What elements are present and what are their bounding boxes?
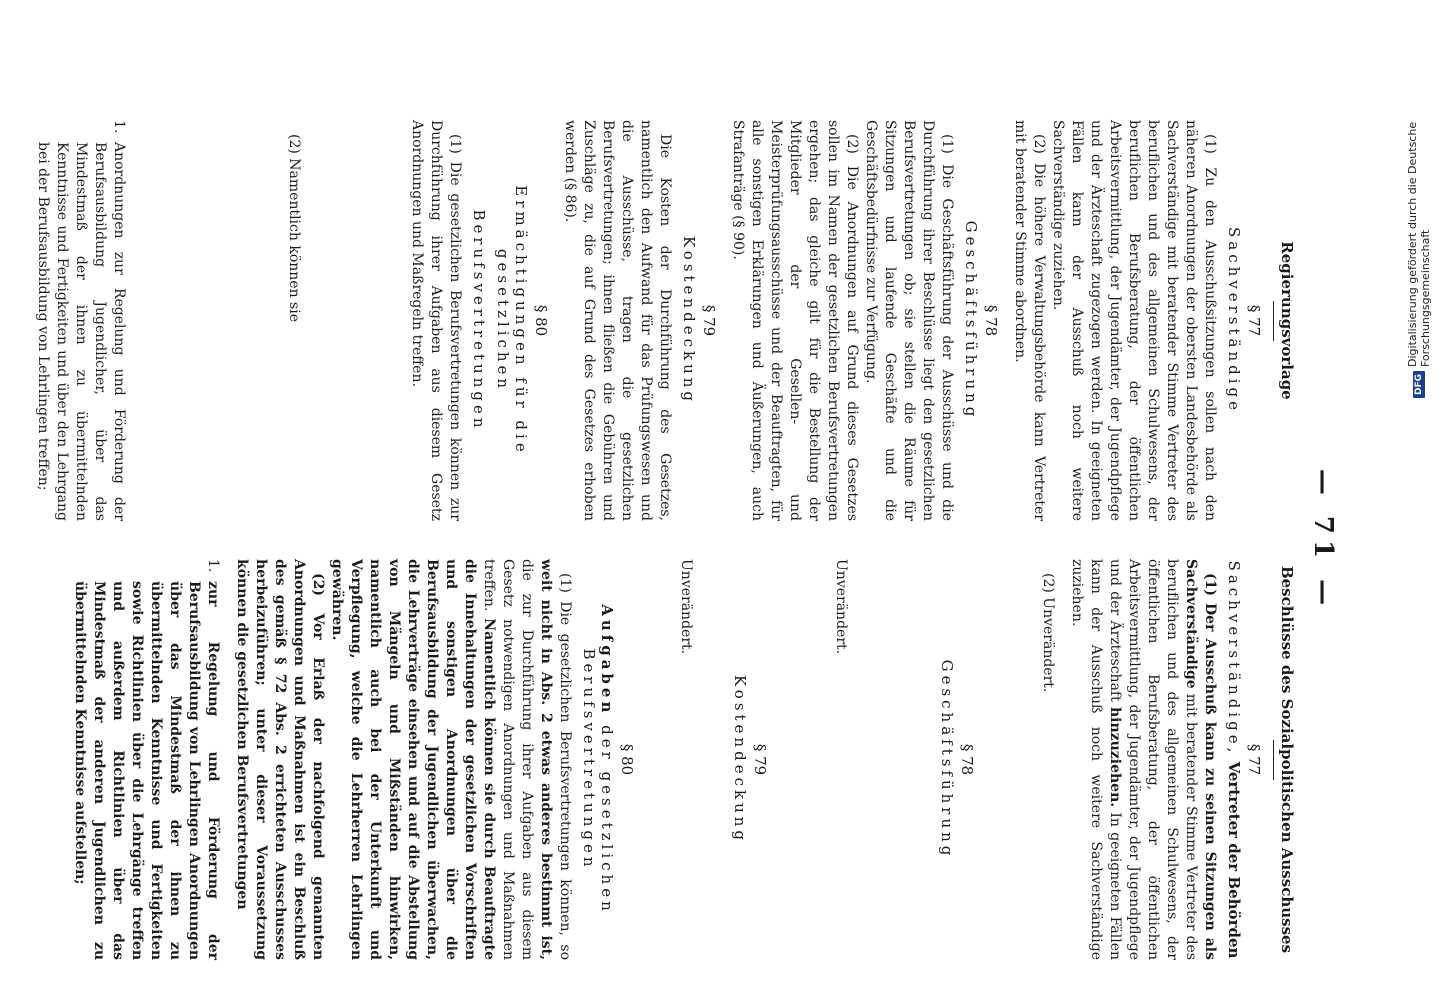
spacer: [880, 559, 932, 960]
paragraph-number-78-right: § 78: [958, 743, 976, 776]
rotated-page: [35, 0, 1430, 1000]
s80-left-list-item-1: [33, 120, 128, 521]
page-number: — 71 —: [1308, 468, 1338, 612]
column-regierungsvorlage: [33, 120, 1296, 521]
list-number: 1.: [205, 559, 221, 573]
dfg-credit-text: Digitalisierung gefördert durch die Deutsche Forschungsgemeinschaft: [1406, 121, 1432, 367]
spacer: [222, 559, 232, 960]
s80-right-para-2: (2) Vor Erlaß der nachfolgend genannten Anordnungen und Maßnahmen ist ein Beschluß des gemäß § 72 Abs. 2 errichteten Ausschusses herbeizuführen; unter dieser Voraussetzung können die gesetzlichen Berufsvertretungen: [234, 559, 326, 960]
spacer: [779, 559, 831, 960]
list-number: 1.: [111, 120, 127, 134]
plain-phrase: mit beratender Stimme Vertreter des beruflichen und des allgemeinen Schulwesens, der öffentlichen Berufsberatung, der öffentlichen Arbeitsvermittlung, der Jugendämter, der Jugendpflege und der Ärzteschaft: [1107, 559, 1199, 961]
paragraph-number-77-right: § 77: [1245, 743, 1263, 776]
spacer: [303, 120, 355, 521]
s77-left-para-2: (2) Die höhere Verwaltungsbehörde kann Vertreter mit beratender Stimme abordnen.: [1012, 120, 1047, 521]
s80-left-para-2: (2) Namentlich können sie: [286, 134, 302, 322]
title-bold-part: Aufgaben: [598, 604, 616, 717]
header-rule: [1273, 301, 1274, 341]
paragraph-number-80-left: § 80: [532, 304, 550, 337]
s79-left-para-1: Die Kosten der Durchführung des Gesetzes, namentlich den Aufwand für das Prüfungswesen und die Ausschüsse, tragen die gesetzlichen Berufsvertretungen; ihnen fließen die Gebühren und Zuschläge zu, die auf Grund des Gesetzes erhoben werden (§ 86).: [562, 120, 673, 521]
spacer: [355, 120, 407, 521]
plain-phrase: (1) Die gesetzlichen Berufsvertretungen können, so: [557, 573, 573, 960]
s78-left-para-2: (2) Die Anordnungen auf Grund dieses Gesetzes sollen im Namen der gesetzlichen Berufsvertretungen ergehen; das gleiche gilt für die Bestellung der Mitglieder der Gesellen- und Meisterprüfungsausschüsse und der Beauftragten, für alle sonstigen Erklärungen und Äußerungen, auch Strafanträge (§ 90).: [730, 120, 860, 521]
s77-right-para-1: [1067, 559, 1219, 960]
plain-phrase: In geeigneten Fällen kann der Ausschuß noch weitere Sachverständige zuziehen.: [1069, 559, 1123, 961]
s80-left-para-1: (1) Die gesetzlichen Berufsvertretungen können zur Durchführung ihrer Aufgaben aus diesem Gesetz Anordnungen und Maßregeln treffen.: [409, 120, 463, 521]
section-title-79-right: Kostendeckung: [731, 675, 749, 844]
paragraph-number-79-right: § 79: [751, 743, 769, 776]
section-title-80-left-line-2: Berufsvertretungen: [470, 209, 488, 432]
dfg-credit-strip: [1406, 6, 1432, 398]
section-title-80-left-line-1: Ermächtigungen für die gesetzlichen: [494, 185, 530, 456]
section-title-78-left: Geschäftsführung: [962, 220, 980, 421]
spacer: [646, 559, 676, 960]
two-column-layout: [33, 120, 1296, 960]
s79-right-para-1: Unverändert.: [678, 559, 694, 655]
bold-phrase: weit nicht in Abs. 2 etwas anderes bestimmt ist,: [538, 559, 554, 960]
paragraph-number-80-right: § 80: [618, 743, 636, 776]
section-title-78-right: Geschäftsführung: [938, 659, 956, 860]
header-rule: [1273, 740, 1274, 780]
bold-phrase: (1) Der Ausschuß kann zu seinen Sitzungen als Sachverständige: [1183, 559, 1218, 960]
spacer: [180, 120, 232, 521]
dfg-logo-icon: DFG: [1413, 371, 1425, 398]
list-text: zur Regelung und Förderung der Berufsausbildung von Lehrlingen Anordnungen über das Mindestmaß der ihnen zu übermittelnden Kenntnisse und Fertigkeiten sowie Richtlinien über die Lehrgänge treffen und außerdem Richtlinien über das Mindestmaß der anderen Jugendlichen zu übermittelnden Kenntnisse aufstellen;: [72, 581, 221, 960]
title-spaced-part: der gesetzlichen Berufsvertretungen: [580, 648, 616, 915]
s80-right-list-item-1: [70, 559, 222, 960]
bold-phrase: hinzuziehen.: [1107, 707, 1123, 808]
spacer: [232, 120, 284, 521]
spacer: [128, 120, 180, 521]
section-title-79-left: Kostendeckung: [680, 236, 698, 405]
section-title-77-left: Sachverständige: [1225, 226, 1243, 414]
title-spaced-part: Sachverständige,: [1225, 560, 1243, 757]
bold-phrase: Namentlich können sie durch Beauftragte die Innehaltungen der gesetzlichen Vorschriften und sonstigen Anordnungen über die Berufsausbildung der Jugendlichen überwachen, die Lehrverträge einsehen und auf die Abstellung von Mängeln und Mißständen hinwirken, namentlich auch bei der Unterkunft und Verpflegung, welche die Lehrherren Lehrlingen gewähren.: [329, 559, 497, 961]
s77-left-para-1: (1) Zu den Ausschußsitzungen sollen nach den näheren Anordnungen der obersten Landesbehörde als Sachverständige mit beratender Stimme Vertreter des beruflichen und des allgemeinen Schulwesens, der beruflichen Berufsberatung, der öffentlichen Arbeitsvermittlung, der Jugendämter, der Jugendpflege und der Ärzteschaft zugezogen werden. In geeigneten Fällen kann der Ausschuß noch weitere Sachverständige zuziehen.: [1050, 120, 1218, 521]
plain-phrase: die zur Durchführung ihrer Aufgaben aus diesem Gesetz notwendigen Anordnungen und Maßnahmen treffen.: [481, 559, 535, 960]
page-content: [35, 0, 1430, 1000]
list-text: Anordnungen zur Regelung und Förderung der Berufsausbildung Jugendlicher, über das Mindestmaß der ihnen zu übermittelnden Kenntnisse und Fertigkeiten und über den Lehrgang bei der Berufsausbildung von Lehrlingen treffen;: [35, 142, 127, 521]
s80-right-para-1: [327, 559, 574, 960]
spacer: [850, 559, 880, 960]
paragraph-number-79-left: § 79: [700, 304, 718, 337]
s78-left-para-1: (1) Die Geschäftsführung der Ausschüsse und die Durchführung ihrer Beschlüsse liegt den gesetzlichen Berufsvertretungen ob; sie stellen die Räume für Sitzungen und laufende Geschäfte und die Geschäftsbedürfnisse zur Verfügung.: [863, 120, 955, 521]
column-header-left: Regierungsvorlage: [1278, 241, 1296, 400]
section-title-77-right: [1225, 559, 1243, 960]
spacer: [1057, 559, 1067, 960]
spacer: [695, 559, 725, 960]
column-beschluesse: [33, 559, 1296, 960]
paragraph-number-77-left: § 77: [1245, 304, 1263, 337]
spacer: [986, 559, 1038, 960]
s77-right-para-2: (2) Unverändert.: [1040, 573, 1056, 693]
s78-right-para-1: Unverändert.: [833, 559, 849, 655]
column-header-right: Beschlüsse des Sozialpolitischen Ausschusses: [1278, 565, 1296, 954]
section-title-80-right: [580, 559, 616, 960]
title-bold-part: Vertreter der Behörden: [1225, 761, 1243, 959]
paragraph-number-78-left: § 78: [982, 304, 1000, 337]
